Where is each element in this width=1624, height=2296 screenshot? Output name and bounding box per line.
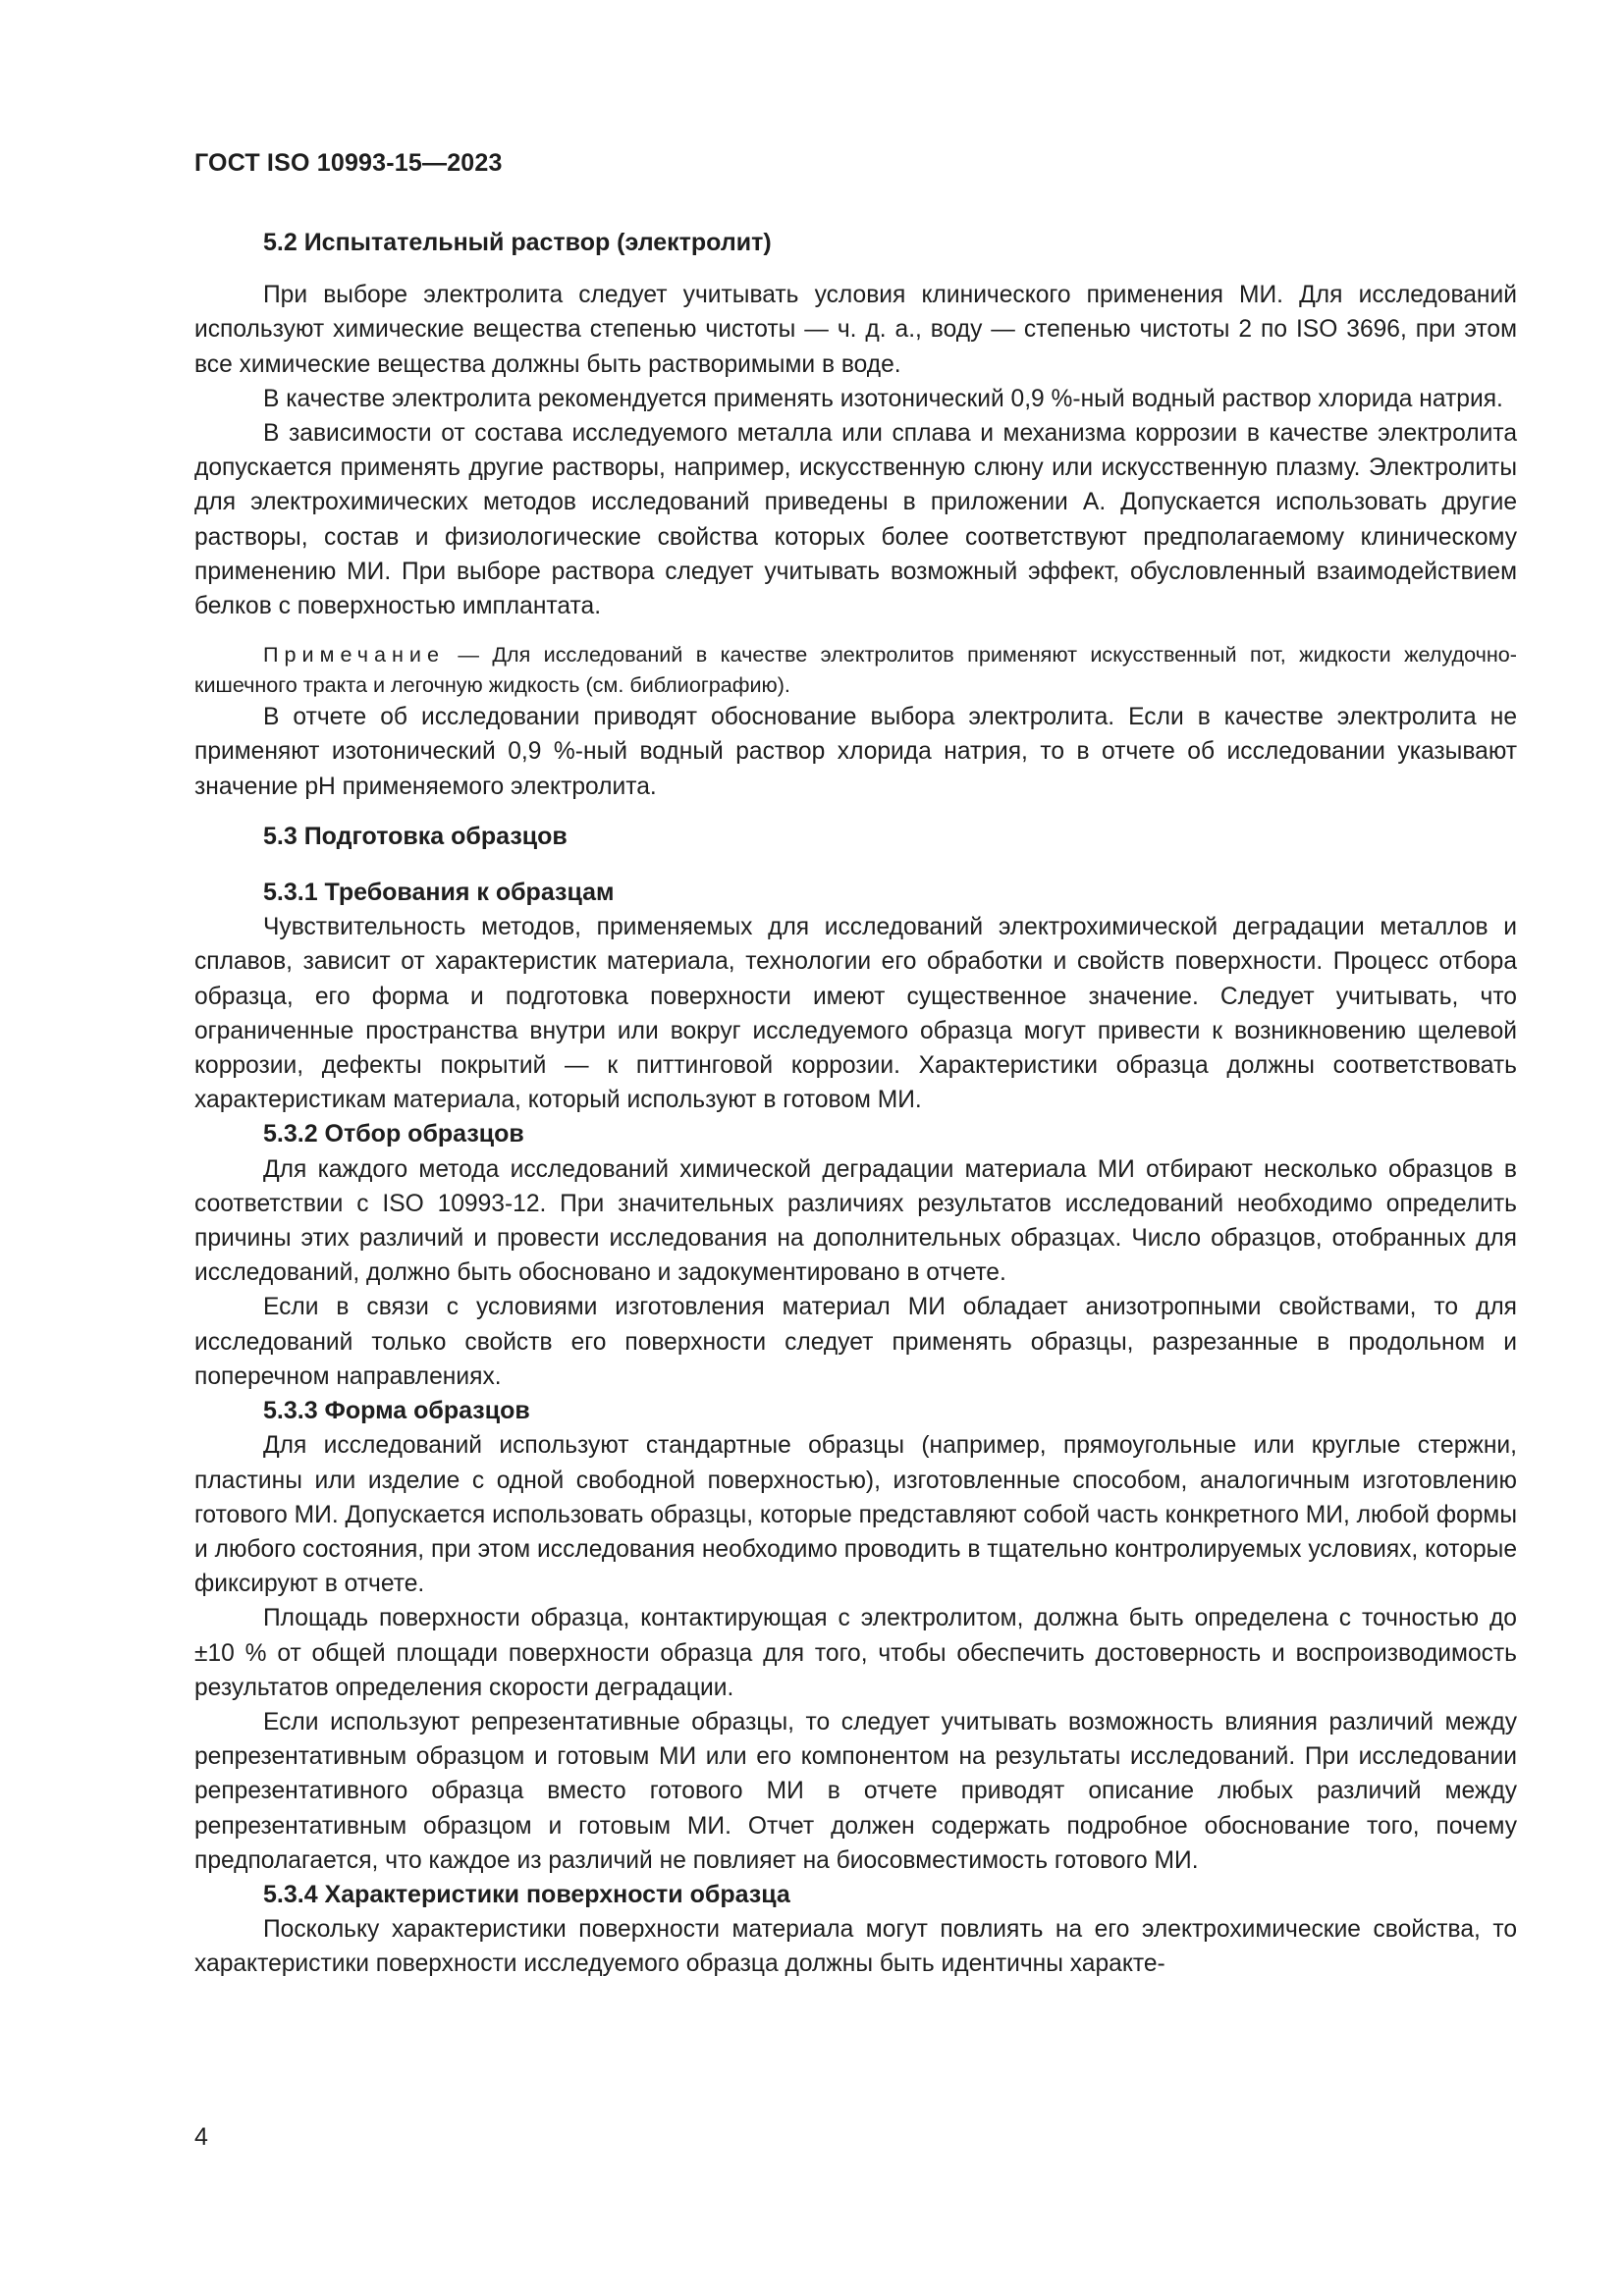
paragraph: Если в связи с условиями изготовления материал МИ обладает анизотропными свойствами, то для исследований только свойств его поверхности следует применять образцы, разрезанные в продольном и поперечном направлениях. (194, 1294, 1517, 1390)
section-heading-5-3: 5.3 Подготовка образцов (263, 822, 568, 850)
note-text: — Для исследований в качестве электролитов применяют искусственный пот, жидкости желудочно-кишечного тракта и легочную жидкость (см. библиографию). (194, 642, 1517, 698)
subsection-heading-5-3-3: 5.3.3 Форма образцов (263, 1397, 530, 1425)
paragraph: Площадь поверхности образца, контактирующая с электролитом, должна быть определена с точностью до ±10 % от общей площади поверхности образца для того, чтобы обеспечить достоверность и воспроизводимость результатов определения скорости деградации. (194, 1605, 1517, 1701)
document-body (194, 226, 1517, 1982)
paragraph: Для каждого метода исследований химической деградации материала МИ отбирают несколько образцов в соответствии с ISO 10993-12. При значительных различиях результатов исследований необходимо определить причины этих различий и провести исследования на дополнительных образцах. Число образцов, отобранных для исследований, должно быть обосновано и задокументировано в отчете. (194, 1155, 1517, 1287)
paragraph: Для исследований используют стандартные образцы (например, прямоугольные или круглые стержни, пластины или изделие с одной свободной поверхностью), изготовленные способом, аналогичным изготовлению готового МИ. Допускается использовать образцы, которые представляют собой часть конкретного МИ, любой формы и любого состояния, при этом исследования необходимо проводить в тщательно контролируемых условиях, которые фиксируют в отчете. (194, 1432, 1517, 1598)
paragraph: Поскольку характеристики поверхности материала могут повлиять на его электрохимические свойства, то характеристики поверхности исследуемого образца должны быть идентичны характе- (194, 1916, 1517, 1978)
paragraph: Если используют репрезентативные образцы, то следует учитывать возможность влияния различий между репрезентативным образцом и готовым МИ или его компонентом на результаты исследований. При исследовании репрезентативного образца вместо готового МИ в отчете приводят описание любых различий между репрезентативным образцом и готовым МИ. Отчет должен содержать подробное обоснование того, почему предполагается, что каждое из различий не повлияет на биосовместимость готового МИ. (194, 1708, 1517, 1874)
subsection-heading-5-3-4: 5.3.4 Характеристики поверхности образца (263, 1880, 790, 1908)
paragraph: В отчете об исследовании приводят обоснование выбора электролита. Если в качестве электролита не применяют изотонический 0,9 %-ный водный раствор хлорида натрия, то в отчете об исследовании указывают значение pH применяемого электролита. (194, 704, 1517, 800)
paragraph: В зависимости от состава исследуемого металла или сплава и механизма коррозии в качестве электролита допускается применять другие растворы, например, искусственную слюну или искусственную плазму. Электролиты для электрохимических методов исследований приведены в приложении А. Допускается использовать другие растворы, состав и физиологические свойства которых более соответствуют предполагаемому клиническому применению МИ. При выборе раствора следует учитывать возможный эффект, обусловленный взаимодействием белков с поверхностью имплантата. (194, 420, 1517, 620)
page-number: 4 (194, 2123, 208, 2151)
paragraph: В качестве электролита рекомендуется применять изотонический 0,9 %-ный водный раствор хлорида натрия. (263, 385, 1503, 412)
document-header: ГОСТ ISO 10993-15—2023 (194, 149, 503, 177)
section-heading-5-2: 5.2 Испытательный раствор (электролит) (263, 229, 772, 256)
subsection-heading-5-3-1: 5.3.1 Требования к образцам (263, 879, 615, 907)
subsection-heading-5-3-2: 5.3.2 Отбор образцов (263, 1120, 524, 1148)
paragraph: Чувствительность методов, применяемых для исследований электрохимической деградации металлов и сплавов, зависит от характеристик материала, технологии его обработки и свойств поверхности. Процесс отбора образца, его форма и подготовка поверхности имеют существенное значение. Следует учитывать, что ограниченные пространства внутри или вокруг исследуемого образца могут привести к возникновению щелевой коррозии, дефекты покрытий — к питтинговой коррозии. Характеристики образца должны соответствовать характеристикам материала, который используют в готовом МИ. (194, 914, 1517, 1114)
note-label: Примечание (263, 642, 445, 667)
paragraph: При выборе электролита следует учитывать условия клинического применения МИ. Для исследований используют химические вещества степенью чистоты — ч. д. а., воду — степенью чистоты 2 по ISO 3696, при этом все химические вещества должны быть растворимыми в воде. (194, 282, 1517, 378)
note (194, 639, 1517, 700)
